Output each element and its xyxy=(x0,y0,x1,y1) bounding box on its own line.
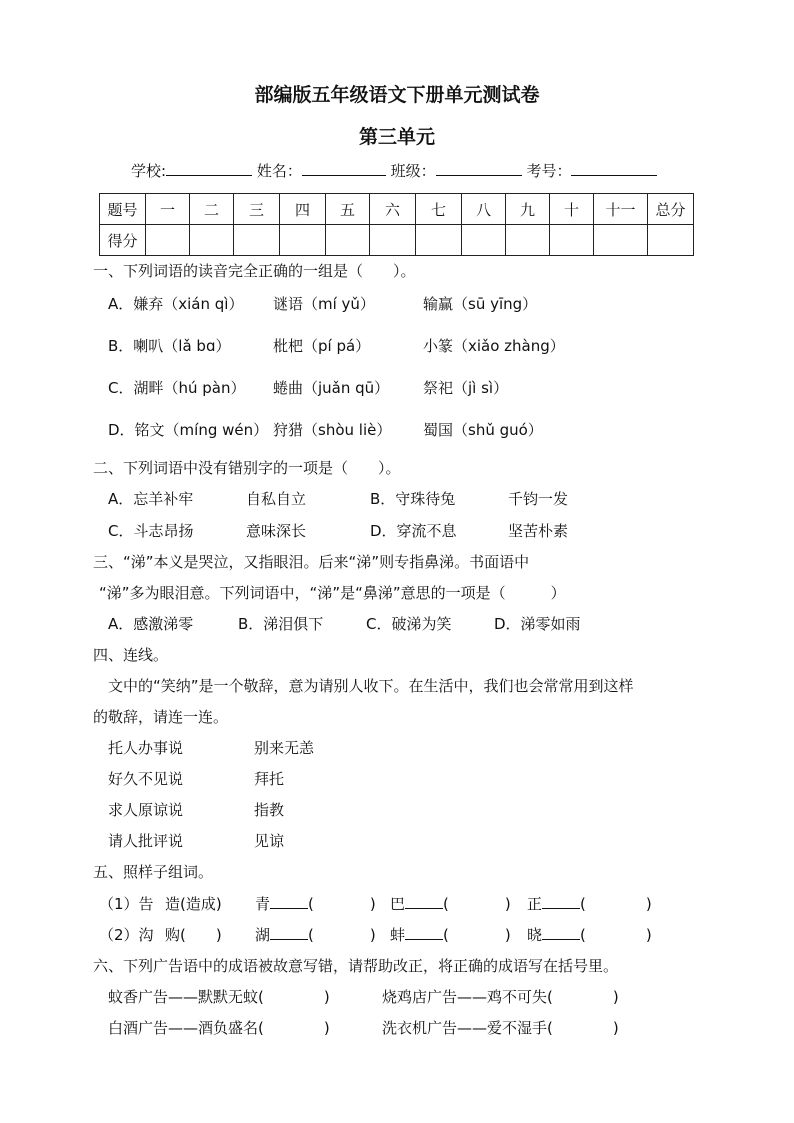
answer-blank[interactable] xyxy=(270,939,308,940)
q3-option-a: A．感激涕零 xyxy=(108,615,194,633)
score-cell[interactable] xyxy=(506,225,550,256)
q5-row1-item3: 正 ( ) xyxy=(527,895,652,913)
score-cell[interactable] xyxy=(326,225,370,256)
q2-option-a-word2: 自私自立 xyxy=(246,490,307,508)
table-header-cell: 一 xyxy=(146,194,190,225)
table-header-cell: 三 xyxy=(234,194,280,225)
q6-item[interactable]: 烧鸡店广告——鸡不可失( ) xyxy=(382,988,619,1006)
table-header-cell: 八 xyxy=(462,194,506,225)
q1-option-d-word2: 狩猎（shòu liè） xyxy=(273,421,392,439)
q1-option-d: D．铭文（míng wén） xyxy=(108,421,269,439)
score-table-header-row xyxy=(100,194,694,225)
score-cell[interactable] xyxy=(648,225,694,256)
score-cell[interactable] xyxy=(234,225,280,256)
q5-row2-num: （2）沟 xyxy=(99,926,154,944)
q1-stem: 一、下列词语的读音完全正确的一组是（ ）。 xyxy=(93,262,416,280)
table-header-cell: 九 xyxy=(506,194,550,225)
score-cell[interactable] xyxy=(594,225,648,256)
q4-intro-line1: 文中的“笑纳”是一个敬辞，意为请别人收下。在生活中，我们也会常常用到这样 xyxy=(108,677,634,695)
q1-option-c: C．湖畔（hú pàn） xyxy=(108,379,246,397)
score-cell[interactable] xyxy=(462,225,506,256)
table-header-cell: 二 xyxy=(190,194,234,225)
table-header-cell: 七 xyxy=(416,194,462,225)
q2-option-d-word2: 坚苦朴素 xyxy=(508,522,569,540)
exam-no-blank[interactable] xyxy=(571,175,657,176)
q6-item[interactable]: 洗衣机广告——爱不湿手( ) xyxy=(382,1019,619,1037)
q5-char: 蚌 xyxy=(390,926,406,944)
q4-left-item[interactable]: 托人办事说 xyxy=(108,739,184,757)
q4-stem: 四、连线。 xyxy=(93,646,169,664)
score-row-label: 得分 xyxy=(100,225,146,256)
school-label: 学校: xyxy=(131,162,167,180)
table-header-cell: 题号 xyxy=(100,194,146,225)
answer-blank[interactable] xyxy=(270,908,308,909)
q4-left-item[interactable]: 求人原谅说 xyxy=(108,801,184,819)
q5-stem: 五、照样子组词。 xyxy=(93,863,214,881)
q3-option-b: B．涕泪俱下 xyxy=(238,615,324,633)
q4-right-item[interactable]: 拜托 xyxy=(254,770,285,788)
q5-char: 青 xyxy=(255,895,271,913)
table-header-cell: 十一 xyxy=(594,194,648,225)
q2-option-c: C．斗志昂扬 xyxy=(108,522,194,540)
q5-row2-example: 购( ) xyxy=(165,926,222,944)
class-blank[interactable] xyxy=(436,175,522,176)
q1-option-b-word3: 小篆（xiǎo zhàng） xyxy=(423,337,565,355)
q5-char: 晓 xyxy=(527,926,543,944)
table-header-cell: 五 xyxy=(326,194,370,225)
q5-char: 巴 xyxy=(390,895,406,913)
table-header-cell: 总分 xyxy=(648,194,694,225)
q2-option-b: B．守珠待兔 xyxy=(370,490,456,508)
q1-option-a-word2: 谜语（mí yǔ） xyxy=(273,295,375,313)
q6-item[interactable]: 白酒广告——酒负盛名( ) xyxy=(108,1019,330,1037)
page-subtitle: 第三单元 xyxy=(358,126,435,148)
student-info-row xyxy=(131,160,657,181)
q4-left-item[interactable]: 好久不见说 xyxy=(108,770,184,788)
name-blank[interactable] xyxy=(302,175,386,176)
q4-right-item[interactable]: 指教 xyxy=(254,801,285,819)
answer-blank[interactable] xyxy=(405,939,443,940)
q6-stem: 六、下列广告语中的成语被故意写错，请帮助改正，将正确的成语写在括号里。 xyxy=(93,957,619,975)
answer-blank[interactable] xyxy=(542,908,580,909)
q6-item[interactable]: 蚊香广告——默默无蚊( ) xyxy=(108,988,330,1006)
score-cell[interactable] xyxy=(416,225,462,256)
q5-char: 正 xyxy=(527,895,543,913)
q2-stem: 二、下列词语中没有错别字的一项是（ ）。 xyxy=(93,459,401,477)
school-blank[interactable] xyxy=(166,175,252,176)
q3-stem-line1: 三、“涕”本义是哭泣，又指眼泪。后来“涕”则专指鼻涕。书面语中 xyxy=(93,553,530,571)
score-cell[interactable] xyxy=(370,225,416,256)
score-table xyxy=(99,193,694,256)
q2-option-d: D．穿流不息 xyxy=(370,522,457,540)
q5-row1-num: （1）告 xyxy=(99,895,154,913)
exam-no-label: 考号： xyxy=(526,162,572,180)
q5-row2-item3: 晓 ( ) xyxy=(527,926,652,944)
q2-option-c-word2: 意味深长 xyxy=(246,522,307,540)
q5-char: 湖 xyxy=(255,926,271,944)
table-header-cell: 四 xyxy=(280,194,326,225)
score-cell[interactable] xyxy=(146,225,190,256)
q5-row1-example: 造(造成) xyxy=(165,895,222,913)
answer-blank[interactable] xyxy=(405,908,443,909)
score-cell[interactable] xyxy=(190,225,234,256)
q5-row1-item1: 青 ( ) xyxy=(255,895,376,913)
name-label: 姓名： xyxy=(256,162,302,180)
q1-option-c-word2: 蜷曲（juǎn qū） xyxy=(273,379,390,397)
q1-option-a-word3: 输赢（sū yīng） xyxy=(423,295,538,313)
score-cell[interactable] xyxy=(280,225,326,256)
q2-option-b-word2: 千钧一发 xyxy=(508,490,569,508)
q5-row1-item2: 巴 ( ) xyxy=(390,895,511,913)
q5-row2-item1: 湖 ( ) xyxy=(255,926,376,944)
q4-right-item[interactable]: 见谅 xyxy=(254,832,285,850)
q4-intro-line2: 的敬辞，请连一连。 xyxy=(93,708,229,726)
score-table-score-row xyxy=(100,225,694,256)
q3-stem-line2: “涕”多为眼泪意。下列词语中，“涕”是“鼻涕”意思的一项是（ ） xyxy=(99,584,566,602)
q4-left-item[interactable]: 请人批评说 xyxy=(108,832,184,850)
q4-right-item[interactable]: 别来无恙 xyxy=(254,739,315,757)
q1-option-b: B．喇叭（lǎ bɑ） xyxy=(108,337,231,355)
answer-blank[interactable] xyxy=(542,939,580,940)
table-header-cell: 十 xyxy=(550,194,594,225)
q1-option-d-word3: 蜀国（shǔ guó） xyxy=(423,421,543,439)
q2-option-a: A．忘羊补牢 xyxy=(108,490,194,508)
q1-option-b-word2: 枇杷（pí pá） xyxy=(273,337,371,355)
page-title: 部编版五年级语文下册单元测试卷 xyxy=(254,84,540,106)
table-header-cell: 六 xyxy=(370,194,416,225)
q3-option-c: C．破涕为笑 xyxy=(366,615,452,633)
q5-row2-item2: 蚌 ( ) xyxy=(390,926,511,944)
class-label: 班级： xyxy=(390,162,436,180)
q1-option-c-word3: 祭祀（jì sì） xyxy=(423,379,509,397)
score-cell[interactable] xyxy=(550,225,594,256)
q1-option-a: A．嫌弃（xián qì） xyxy=(108,295,244,313)
q3-option-d: D．涕零如雨 xyxy=(494,615,581,633)
